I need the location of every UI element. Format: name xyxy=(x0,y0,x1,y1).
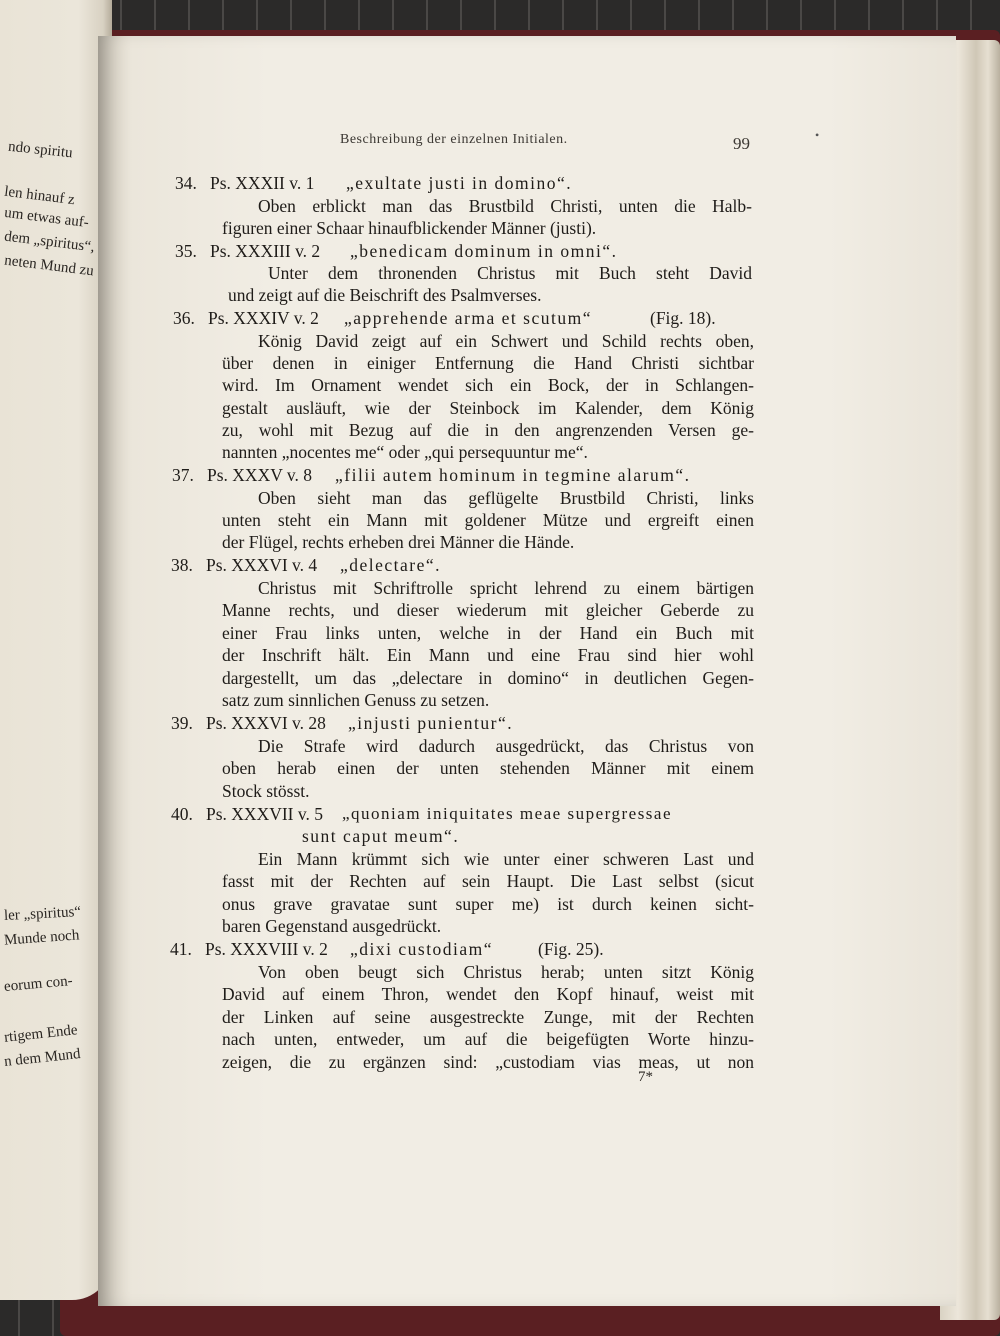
entry-line: Ein Mann krümmt sich wie unter einer schweren Last und xyxy=(258,849,754,869)
entry-line: Von oben beugt sich Christus herab; unten sitzt König xyxy=(258,962,754,982)
entry-line: fasst mit der Rechten auf sein Haupt. Die Last selbst (sicut xyxy=(222,871,754,891)
entry-quote: „injusti punientur“. xyxy=(348,713,514,733)
entry-number: 35. xyxy=(175,241,197,261)
entry-line: König David zeigt auf ein Schwert und Schild rechts oben, xyxy=(258,331,754,351)
entry-number: 34. xyxy=(175,173,197,193)
entry-line: und zeigt auf die Beischrift des Psalmverses. xyxy=(228,285,542,305)
entry-line: unten steht ein Mann mit goldener Mütze und ergreift einen xyxy=(222,510,754,530)
entry-line: Stock stösst. xyxy=(222,781,310,801)
entry-reference: Ps. XXXVIII v. 2 xyxy=(205,939,328,959)
entry-reference: Ps. XXXII v. 1 xyxy=(210,173,315,193)
entry-quote: „apprehende arma et scutum“ xyxy=(344,308,592,328)
entry-quote: „quoniam iniquitates meae supergressae xyxy=(342,804,673,823)
left-fragment: neten Mund zu xyxy=(3,252,95,280)
entry-line: dargestellt, um das „delectare in domino“ in deutlichen Gegen- xyxy=(222,668,754,688)
entry-quote: „filii autem hominum in tegmine alarum“. xyxy=(335,465,691,485)
entry-line: figuren einer Schaar hinaufblickender Männer (justi). xyxy=(222,218,597,238)
entry-line: Christus mit Schriftrolle spricht lehrend zu einem bärtigen xyxy=(258,578,754,598)
entry-line: der Linken auf seine ausgestreckte Zunge, mit der Rechten xyxy=(222,1007,754,1027)
entry-line: Die Strafe wird dadurch ausgedrückt, das Christus von xyxy=(258,736,754,756)
entry-line: Manne rechts, und dieser wiederum mit gleicher Geberde zu xyxy=(222,600,754,620)
running-title: Beschreibung der einzelnen Initialen. xyxy=(340,132,568,147)
entry-line: satz zum sinnlichen Genuss zu setzen. xyxy=(222,690,490,710)
left-page xyxy=(0,0,112,1300)
left-fragment: dem „spiritus“, xyxy=(3,228,96,256)
left-fragment: len hinauf z xyxy=(3,183,76,209)
entry-number: 36. xyxy=(173,308,195,328)
entry-line: der Flügel, rechts erheben drei Männer die Hände. xyxy=(222,532,575,552)
entry-quote: „delectare“. xyxy=(340,555,442,575)
left-fragment: n dem Mund xyxy=(3,1046,82,1070)
entry-line: baren Gegenstand ausgedrückt. xyxy=(222,916,442,936)
entry-reference: Ps. XXXVI v. 4 xyxy=(206,555,318,575)
entry-reference: Ps. XXXVI v. 28 xyxy=(206,713,326,733)
entry-line: David auf einem Thron, wendet den Kopf hinauf, weist mit xyxy=(222,984,754,1004)
left-fragment: um etwas auf- xyxy=(3,204,90,232)
entry-line: zeigen, die zu ergänzen sind: „custodiam vias meas, ut non xyxy=(222,1052,754,1072)
signature-mark: 7* xyxy=(638,1069,653,1085)
entry-figure-ref: (Fig. 18). xyxy=(650,308,716,328)
entry-line: Oben erblickt man das Brustbild Christi, unten die Halb- xyxy=(258,196,752,216)
entry-reference: Ps. XXXVII v. 5 xyxy=(206,804,323,824)
left-fragment: ler „spiritus“ xyxy=(3,903,82,925)
entry-number: 37. xyxy=(172,465,194,485)
entry-line: zu, wohl mit Bezug auf die in den angrenzenden Versen ge- xyxy=(222,420,754,440)
entry-line: gestalt ausläuft, wie der Steinbock im Kalender, dem König xyxy=(222,398,754,418)
entry-quote: „benedicam dominum in omni“. xyxy=(350,241,618,261)
left-fragment: eorum con- xyxy=(3,973,74,995)
entry-quote: „exultate justi in domino“. xyxy=(346,173,573,193)
left-fragment: ndo spiritu xyxy=(7,138,74,162)
left-fragment: Munde noch xyxy=(3,927,80,949)
entry-reference: Ps. XXXIV v. 2 xyxy=(208,308,319,328)
entry-figure-ref: (Fig. 25). xyxy=(538,939,604,959)
entry-line: einer Frau links unten, welche in der Hand ein Buch mit xyxy=(222,623,754,643)
entry-line: der Inschrift hält. Ein Mann und eine Frau sind hier wohl xyxy=(222,645,754,665)
entry-number: 38. xyxy=(171,555,193,575)
left-fragment: rtigem Ende xyxy=(3,1022,79,1046)
entry-line: wird. Im Ornament wendet sich ein Bock, der in Schlangen- xyxy=(222,375,754,395)
entry-line: nannten „nocentes me“ oder „qui persequuntur me“. xyxy=(222,442,588,462)
entry-line: oben herab einen der unten stehenden Männer mit einem xyxy=(222,758,754,778)
entry-number: 41. xyxy=(170,939,192,959)
entry-line: über denen in einiger Entfernung die Hand Christi sichtbar xyxy=(222,353,754,373)
entry-line: onus grave gravatae sunt super me) ist durch keinen sicht- xyxy=(222,894,754,914)
entry-line: Unter dem thronenden Christus mit Buch steht David xyxy=(268,263,752,283)
entry-number: 39. xyxy=(171,713,193,733)
page-number: 99 xyxy=(733,134,750,153)
entry-number: 40. xyxy=(171,804,193,824)
page-mark: • xyxy=(815,128,820,142)
entry-reference: Ps. XXXV v. 8 xyxy=(207,465,313,485)
entry-reference: Ps. XXXIII v. 2 xyxy=(210,241,321,261)
entry-line: nach unten, entweder, um auf die beigefügten Worte hinzu- xyxy=(222,1029,754,1049)
entry-quote: „dixi custodiam“ xyxy=(350,939,494,959)
entry-quote-continued: sunt caput meum“. xyxy=(302,826,460,846)
entry-line: Oben sieht man das geflügelte Brustbild Christi, links xyxy=(258,488,754,508)
